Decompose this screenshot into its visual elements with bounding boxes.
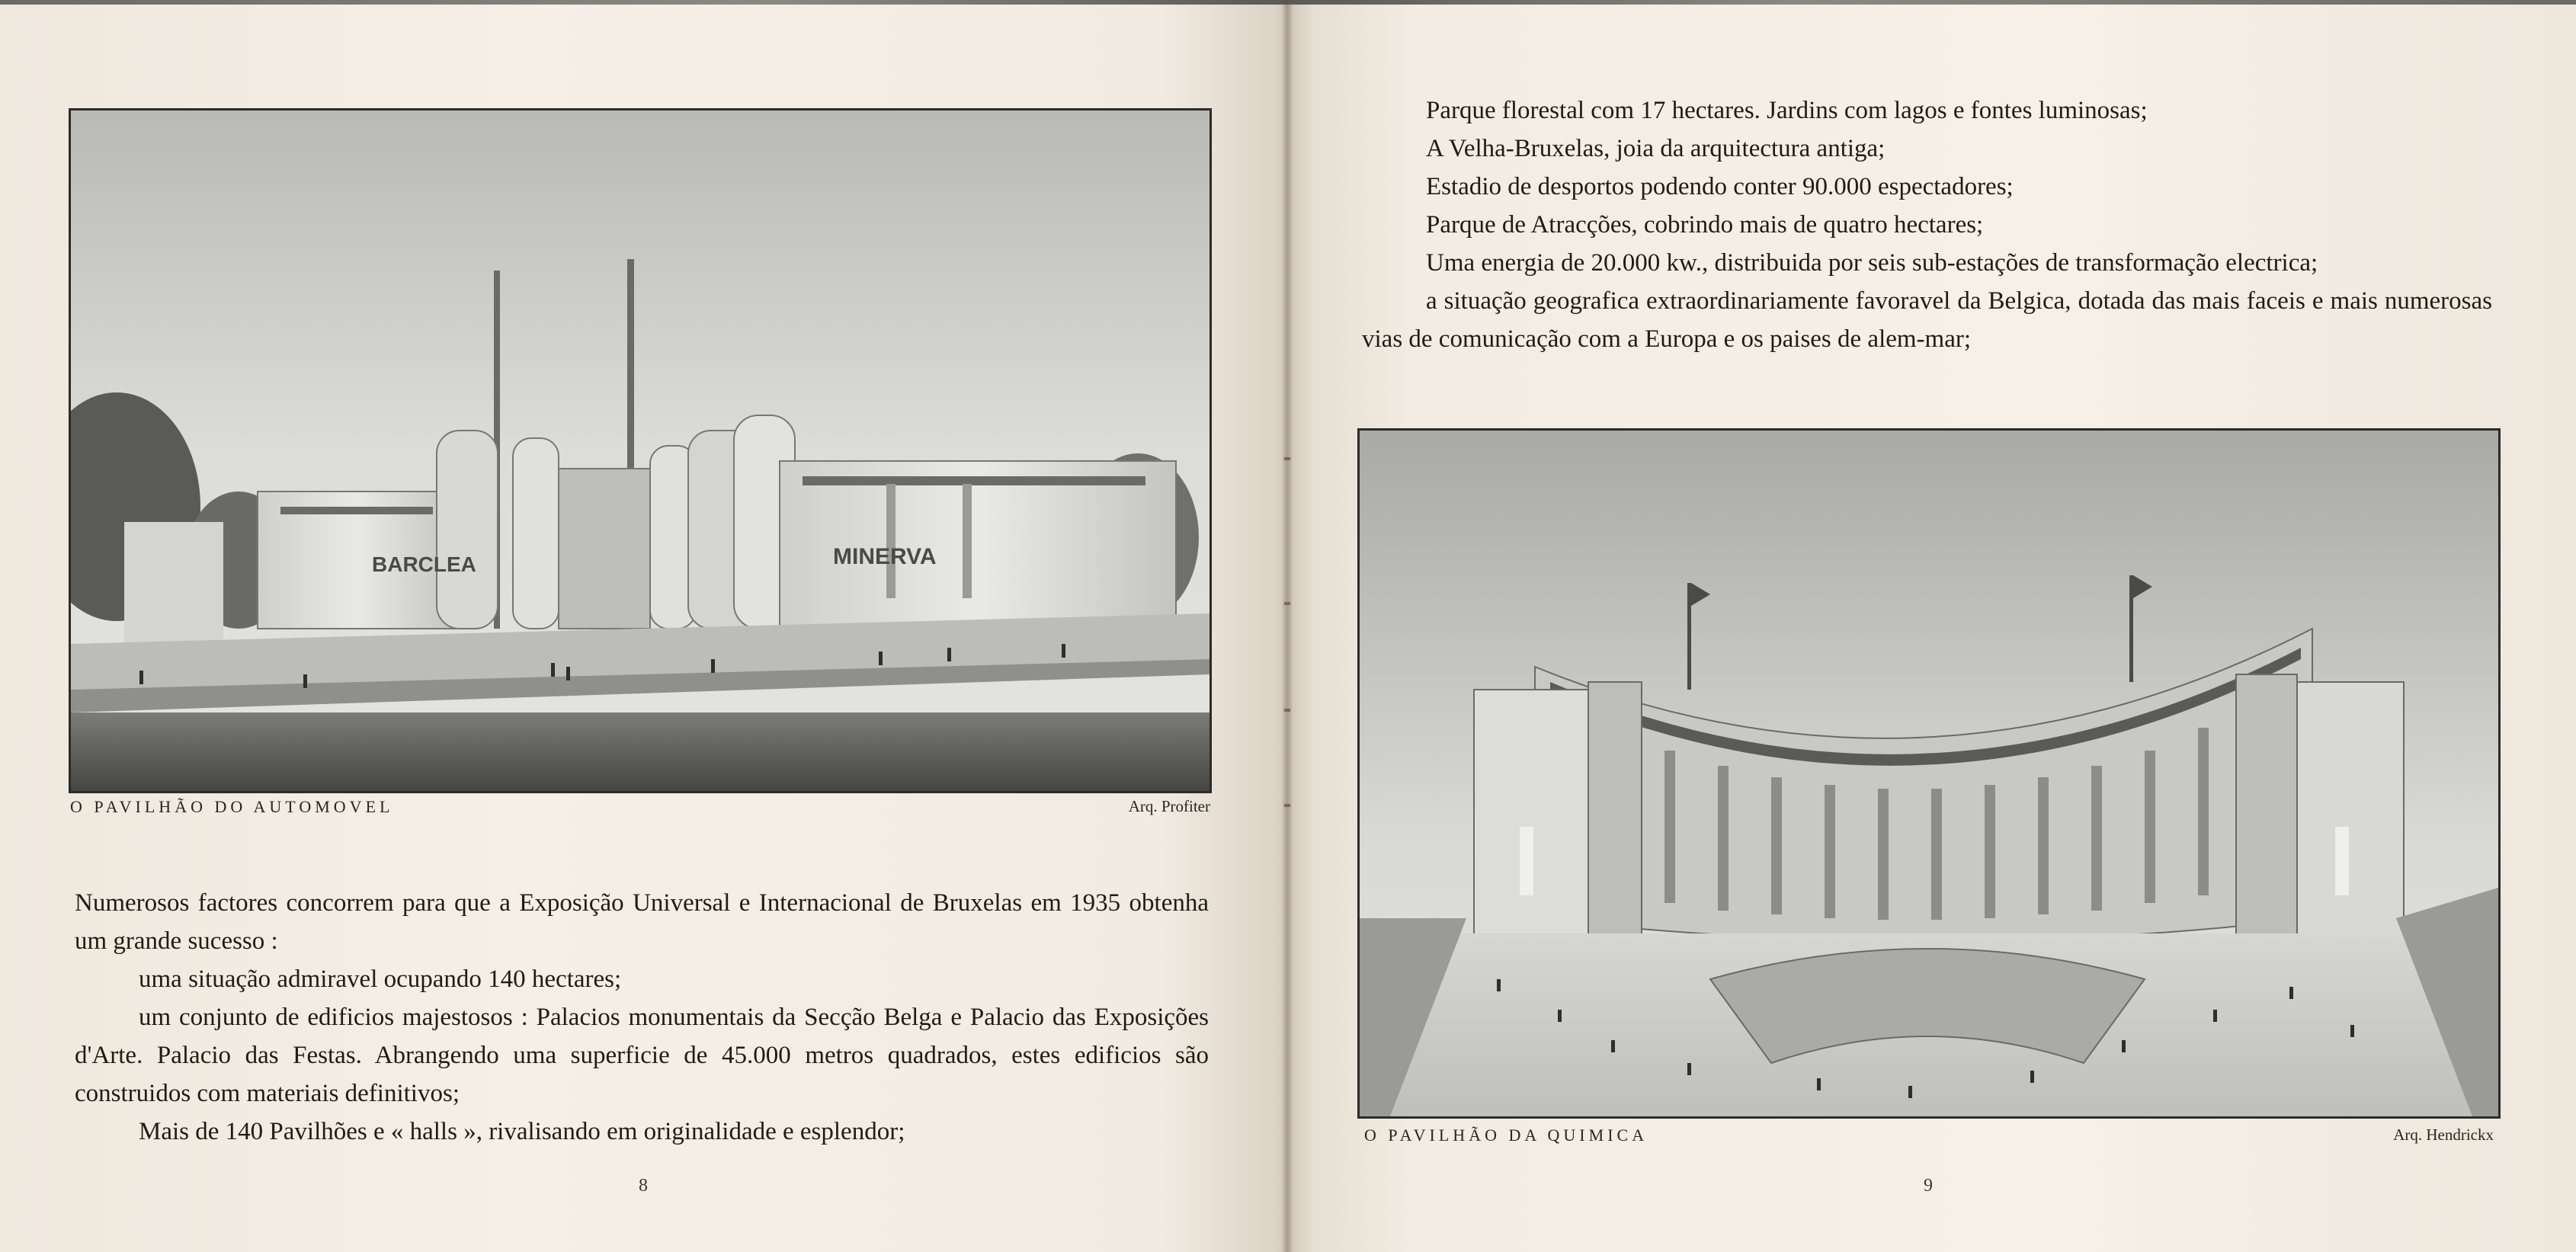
paragraph: Uma energia de 20.000 kw., distribuida por seis sub-estações de transformação electrica; bbox=[1426, 249, 2318, 277]
paragraph: Parque florestal com 17 hectares. Jardins com lagos e fontes luminosas; bbox=[1426, 97, 2148, 124]
paragraph: uma situação admiravel ocupando 140 hectares; bbox=[139, 965, 622, 993]
automobile-pavilion-illustration bbox=[71, 110, 1210, 791]
page-number: 8 bbox=[639, 1176, 648, 1196]
paragraph: um conjunto de edificios majestosos : Palacios monumentais da Secção Belga e Palacio das Exposições d'Arte. Palacio das Festas. Abrangendo uma superficie de 45.000 metros quadrados, estes edificios são construidos com materiais definitivos; bbox=[75, 1004, 1209, 1107]
architect-credit: Arq. Profiter bbox=[1128, 797, 1210, 815]
sign-barclea: BARCLEA bbox=[372, 552, 476, 576]
plate-caption: O PAVILHÃO DA QUIMICA bbox=[1364, 1126, 1648, 1145]
sign-minerva: MINERVA bbox=[833, 544, 937, 569]
plate-caption: O PAVILHÃO DO AUTOMOVEL bbox=[70, 797, 394, 816]
paragraph: Mais de 140 Pavilhões e « halls », rivalisando em originalidade e esplendor; bbox=[139, 1118, 905, 1145]
body-text bbox=[1362, 91, 2492, 358]
paragraph: A Velha-Bruxelas, joia da arquitectura antiga; bbox=[1426, 135, 1886, 162]
paragraph: Parque de Atracções, cobrindo mais de quatro hectares; bbox=[1426, 211, 1984, 239]
paragraph: Numerosos factores concorrem para que a Exposição Universal e Internacional de Bruxelas em 1935 obtenha um grande sucesso : bbox=[75, 889, 1209, 955]
body-text bbox=[75, 884, 1209, 1151]
chemistry-pavilion-illustration bbox=[1360, 431, 2498, 1116]
chemistry-pavilion-plate bbox=[1357, 428, 2501, 1119]
right-page bbox=[1290, 0, 2576, 1252]
automobile-pavilion-plate bbox=[69, 108, 1212, 793]
architect-credit: Arq. Hendrickx bbox=[2393, 1126, 2494, 1144]
paragraph: a situação geografica extraordinariamente favoravel da Belgica, dotada das mais faceis e mais numerosas vias de comunicação com a Europa e os paises de alem-mar; bbox=[1362, 287, 2492, 353]
page-number: 9 bbox=[1924, 1176, 1933, 1196]
left-page bbox=[0, 0, 1286, 1252]
paragraph: Estadio de desportos podendo conter 90.000 espectadores; bbox=[1426, 173, 2014, 200]
